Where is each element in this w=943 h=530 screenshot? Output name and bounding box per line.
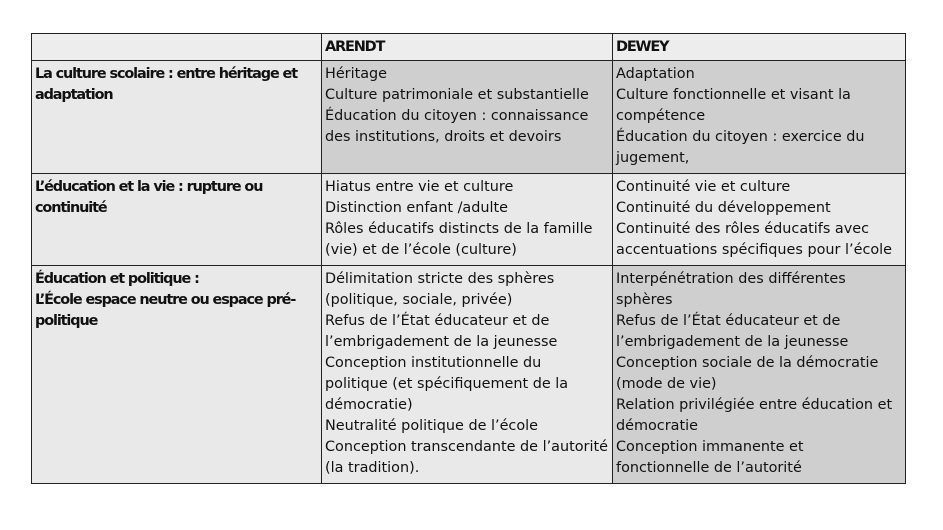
cell-text-line: Héritage	[325, 66, 388, 82]
header-cell-dewey: DEWEY	[613, 34, 906, 61]
cell-text-line: démocratie	[616, 418, 698, 434]
table-row	[32, 61, 906, 174]
cell-text-line: Rôles éducatifs distincts de la famille	[325, 221, 593, 237]
theme-text-line: Éducation et politique :	[35, 271, 199, 287]
header-cell-arendt: ARENDT	[322, 34, 613, 61]
header-cell-theme	[32, 34, 322, 61]
cell-text-line: Relation privilégiée entre éducation et	[616, 397, 893, 413]
comparison-table-body	[32, 34, 906, 484]
cell-text-line: Continuité vie et culture	[616, 179, 791, 195]
cell-text-line: fonctionnelle de l’autorité	[616, 460, 802, 476]
cell-text-line: Éducation du citoyen : connaissance	[325, 108, 589, 124]
dewey-cell	[613, 266, 906, 484]
cell-text-line: Interpénétration des différentes	[616, 271, 846, 287]
cell-text-line: Conception sociale de la démocratie	[616, 355, 879, 371]
row-theme-cell	[32, 61, 322, 174]
cell-text-line: Distinction enfant /adulte	[325, 200, 509, 216]
row-theme-cell	[32, 174, 322, 266]
cell-text-line: Refus de l’État éducateur et de	[616, 313, 841, 329]
cell-text-line: compétence	[616, 108, 706, 124]
theme-text-line: politique	[35, 313, 98, 329]
cell-text-line: Culture fonctionnelle et visant la	[616, 87, 851, 103]
cell-text-line: politique (et spécifiquement de la	[325, 376, 569, 392]
cell-text-line: Continuité des rôles éducatifs avec	[616, 221, 870, 237]
cell-text-line: Délimitation stricte des sphères	[325, 271, 555, 287]
row-theme-cell	[32, 266, 322, 484]
cell-text-line: Conception transcendante de l’autorité	[325, 439, 608, 455]
cell-text-line: (politique, sociale, privée)	[325, 292, 513, 308]
cell-text-line: (mode de vie)	[616, 376, 717, 392]
cell-text-line: Continuité du développement	[616, 200, 831, 216]
table-row	[32, 174, 906, 266]
table-row	[32, 266, 906, 484]
cell-text-line: Éducation du citoyen : exercice du	[616, 129, 865, 145]
cell-text-line: Conception institutionnelle du	[325, 355, 542, 371]
header-row	[32, 34, 906, 61]
cell-text-line: Refus de l’État éducateur et de	[325, 313, 550, 329]
cell-text-line: Culture patrimoniale et substantielle	[325, 87, 589, 103]
cell-text-line: l’embrigadement de la jeunesse	[325, 334, 558, 350]
theme-text-line: L’éducation et la vie : rupture ou	[35, 179, 263, 195]
comparison-table	[31, 33, 906, 484]
cell-text-line: Hiatus entre vie et culture	[325, 179, 514, 195]
cell-text-line: démocratie)	[325, 397, 413, 413]
cell-text-line: des institutions, droits et devoirs	[325, 129, 562, 145]
cell-text-line: jugement,	[616, 150, 690, 166]
cell-text-line: l’embrigadement de la jeunesse	[616, 334, 849, 350]
arendt-cell	[322, 174, 613, 266]
arendt-cell	[322, 266, 613, 484]
theme-text-line: continuité	[35, 200, 107, 216]
cell-text-line: accentuations spécifiques pour l’école	[616, 242, 893, 258]
dewey-cell	[613, 174, 906, 266]
cell-text-line: Neutralité politique de l’école	[325, 418, 538, 434]
dewey-cell	[613, 61, 906, 174]
arendt-cell	[322, 61, 613, 174]
theme-text-line: adaptation	[35, 87, 113, 103]
cell-text-line: Conception immanente et	[616, 439, 804, 455]
theme-text-line: L’École espace neutre ou espace pré-	[35, 292, 296, 308]
cell-text-line: (la tradition).	[325, 460, 420, 476]
cell-text-line: Adaptation	[616, 66, 695, 82]
cell-text-line: sphères	[616, 292, 673, 308]
cell-text-line: (vie) et de l’école (culture)	[325, 242, 517, 258]
theme-text-line: La culture scolaire : entre héritage et	[35, 66, 297, 82]
